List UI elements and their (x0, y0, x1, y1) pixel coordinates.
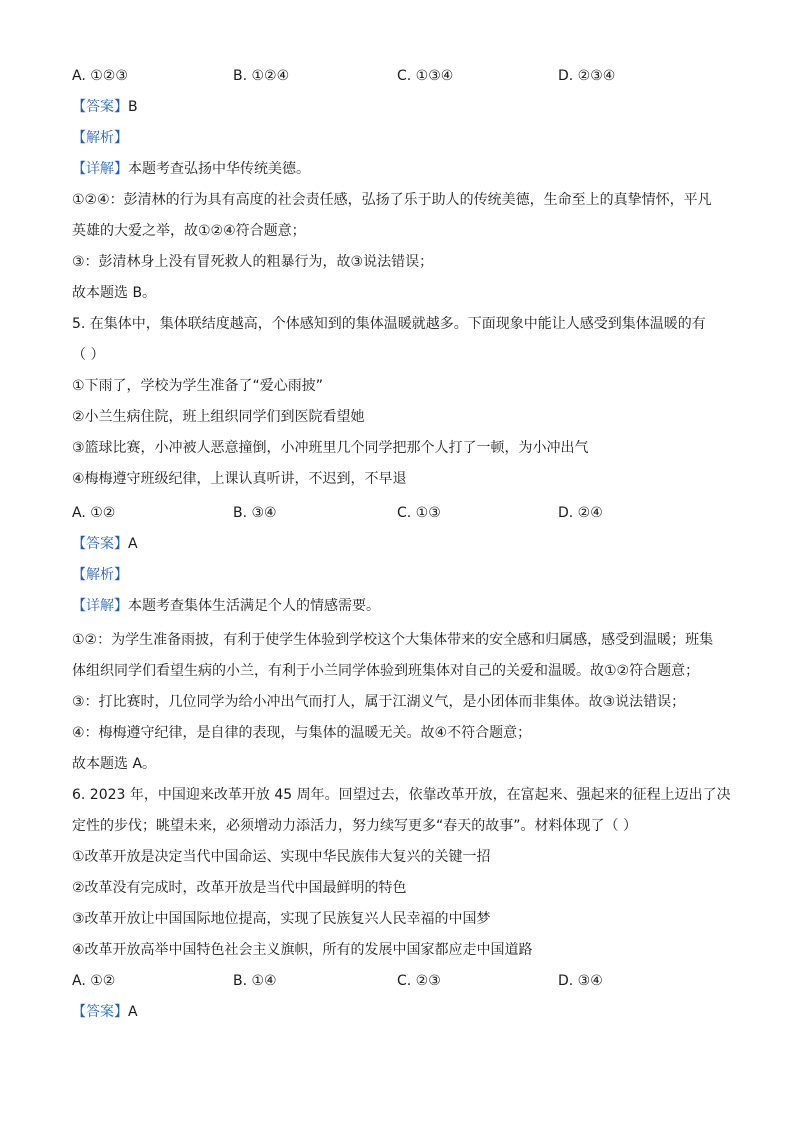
q6-statement: ①改革开放是决定当代中国命运、实现中华民族伟大复兴的关键一招 (72, 849, 491, 865)
q5-conclusion: 故本题选 A。 (72, 756, 157, 772)
q4-answer (72, 97, 734, 117)
q6-option-d: D. ③④ (558, 973, 603, 989)
q5-option-b: B. ③④ (233, 505, 277, 521)
answer-tag: 【答案】 (72, 536, 128, 552)
q5-explanation-line: 体组织同学们看望生病的小兰，有利于小兰同学体验到班集体对自己的关爱和温暖。故①②符合题意； (72, 663, 700, 679)
q4-option-a: A. ①②③ (72, 68, 128, 84)
q6-statement: ②改革没有完成时，改革开放是当代中国最鲜明的特色 (72, 880, 407, 896)
q5-statement: ①下雨了，学校为学生准备了“爱心雨披” (72, 378, 324, 394)
q6-statement: ③改革开放让中国国际地位提高，实现了民族复兴人民幸福的中国梦 (72, 911, 491, 927)
q4-explanation-line: ③：彭清林身上没有冒死救人的粗暴行为，故③说法错误； (72, 254, 434, 270)
detail-text: 本题考查集体生活满足个人的情感需要。 (128, 598, 380, 614)
q4-option-d: D. ②③④ (558, 68, 616, 84)
q6-option-b: B. ①④ (233, 973, 277, 989)
detail-tag: 【详解】 (72, 161, 128, 177)
answer-tag: 【答案】 (72, 99, 128, 115)
q4-conclusion: 故本题选 B。 (72, 285, 157, 301)
q5-explanation-line: ①②：为学生准备雨披，有利于使学生体验到学校这个大集体带来的安全感和归属感，感受到温暖；班集 (72, 632, 714, 648)
q6-option-a: A. ①② (72, 973, 116, 989)
q5-analysis-heading (72, 565, 734, 585)
q5-detail (72, 596, 734, 616)
q6-answer (72, 1002, 734, 1022)
detail-tag: 【详解】 (72, 598, 128, 614)
q5-option-d: D. ②④ (558, 505, 603, 521)
q5-statement: ③篮球比赛，小冲被人恶意撞倒，小冲班里几个同学把那个人打了一顿，为小冲出气 (72, 440, 589, 456)
q5-stem-line: （ ） (72, 347, 105, 363)
q5-option-a: A. ①② (72, 505, 116, 521)
q5-option-c: C. ①③ (397, 505, 441, 521)
detail-text: 本题考查弘扬中华传统美德。 (128, 161, 310, 177)
q5-statement: ④梅梅遵守班级纪律，上课认真听讲，不迟到，不早退 (72, 471, 407, 487)
answer-value: A (128, 536, 138, 552)
analysis-tag: 【解析】 (72, 130, 128, 146)
answer-value: A (128, 1004, 138, 1020)
q4-explanation-line: 英雄的大爱之举，故①②④符合题意； (72, 223, 306, 239)
q5-statement: ②小兰生病住院，班上组织同学们到医院看望她 (72, 409, 365, 425)
q5-explanation-line: ③：打比赛时，几位同学为给小冲出气而打人，属于江湖义气，是小团体而非集体。故③说法错误； (72, 694, 686, 710)
q5-answer (72, 534, 734, 554)
q4-option-c: C. ①③④ (397, 68, 454, 84)
q4-explanation-line: ①②④：彭清林的行为具有高度的社会责任感，弘扬了乐于助人的传统美德，生命至上的真挚情怀，平凡 (72, 192, 712, 208)
q6-statement: ④改革开放高举中国特色社会主义旗帜，所有的发展中国家都应走中国道路 (72, 942, 533, 958)
answer-tag: 【答案】 (72, 1004, 128, 1020)
q4-analysis-heading (72, 128, 734, 148)
q4-detail (72, 159, 734, 179)
answer-value: B (128, 99, 138, 115)
q5-explanation-line: ④：梅梅遵守纪律，是自律的表现，与集体的温暖无关。故④不符合题意； (72, 725, 532, 741)
q6-stem-line: 6. 2023 年，中国迎来改革开放 45 周年。回望过去，依靠改革开放，在富起来、强起来的征程上迈出了决 (72, 787, 731, 803)
q5-stem-line: 5. 在集体中，集体联结度越高，个体感知到的集体温暖就越多。下面现象中能让人感受到集体温暖的有 (72, 316, 706, 332)
q6-stem-line: 定性的步伐；眺望未来，必须增动力添活力，努力续写更多“春天的故事”。材料体现了（ ） (72, 818, 637, 834)
analysis-tag: 【解析】 (72, 567, 128, 583)
q4-option-b: B. ①②④ (233, 68, 290, 84)
q6-option-c: C. ②③ (397, 973, 441, 989)
